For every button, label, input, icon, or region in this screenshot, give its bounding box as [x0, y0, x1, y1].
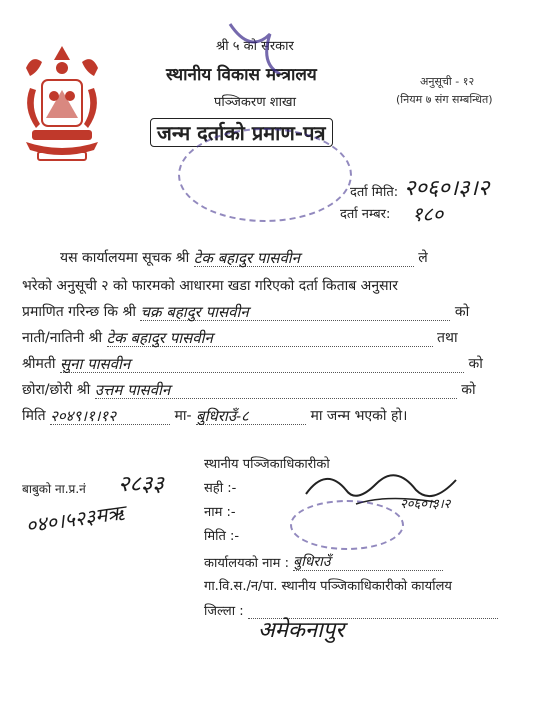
office-stamp [178, 128, 352, 222]
registration-number-value: १८० [412, 202, 444, 226]
government-header: श्री ५ को सरकार [216, 39, 294, 54]
office-type: गा.वि.स./न/पा. स्थानीय पञ्जिकाधिकारीको कार्यालय [204, 579, 452, 594]
registration-date-value: २०६०।३।२ [404, 176, 490, 201]
ministry-header: स्थानीय विकास मन्त्रालय [166, 65, 317, 85]
body-line-1 [60, 248, 428, 267]
informant-value: टेक बहादुर पासवीन [193, 249, 300, 267]
official-date-value: २०६०।३।२ [400, 497, 451, 512]
informant-field [194, 248, 414, 267]
sign-label: सही :- [204, 481, 237, 496]
father-field [95, 380, 457, 399]
office-value: बुधिराउँ [293, 554, 331, 570]
registration-date-label: दर्ता मिति: [350, 185, 399, 200]
birth-date-field [50, 406, 170, 425]
body-line-4 [22, 328, 458, 347]
line7-text-b: मा- [174, 408, 192, 424]
coat-of-arms-icon [8, 38, 116, 168]
office-field [293, 552, 443, 571]
body-line-5 [22, 354, 483, 373]
child-name-value: चक्र बहादुर पासवीन [140, 303, 249, 321]
father-value: उत्तम पासवीन [94, 381, 171, 399]
office-label: कार्यालयको नाम : [204, 556, 289, 571]
office-line [204, 552, 443, 571]
line1-text-b: ले [418, 250, 428, 266]
grandparent-value: टेक बहादुर पासवीन [106, 329, 213, 347]
district-value: अमेकनापुर [258, 618, 345, 643]
line7-text-c: मा जन्म भएको हो। [310, 408, 408, 424]
father-id-value: २८३३ [118, 472, 164, 497]
certificate-title: जन्म दर्ताको प्रमाण-पत्र [150, 118, 333, 147]
child-name-field [140, 302, 450, 321]
district-line [204, 600, 498, 619]
line3-text-b: को [454, 304, 470, 320]
line1-text-a: यस कार्यालयमा सूचक श्री [60, 250, 190, 266]
body-line-6 [22, 380, 476, 399]
body-line-7 [22, 406, 407, 425]
father-id-label: बाबुको ना.प्र.नं [22, 482, 86, 496]
body-line-3 [22, 302, 469, 321]
schedule-label: अनुसूची - १२ [420, 75, 475, 88]
birth-date-value: २०४९।१।१२ [50, 407, 117, 425]
name-label: नाम :- [204, 505, 236, 520]
birth-place-field [196, 406, 306, 425]
official-heading: स्थानीय पञ्जिकाधिकारीको [204, 457, 330, 472]
stamp-scribble-icon [220, 14, 290, 74]
line6-text-b: को [461, 382, 476, 398]
mother-value: सुना पासवीन [59, 355, 131, 373]
line6-text-a: छोरा/छोरी श्री [22, 382, 91, 398]
date-label: मिति :- [204, 529, 240, 544]
line4-text-a: नाती/नातिनी श्री [22, 330, 103, 346]
father-id-extra: ०४०।५२३मऋ [24, 500, 126, 538]
line5-text-b: को [468, 356, 483, 372]
line4-text-b: तथा [437, 330, 458, 346]
line3-text-a: प्रमाणित गरिन्छ कि श्री [22, 304, 137, 320]
section-header: पञ्जिकरण शाखा [214, 95, 296, 110]
birth-place-value: बुधिराउँ-८ [196, 407, 249, 425]
district-label: जिल्ला : [204, 604, 244, 619]
line5-text-a: श्रीमती [22, 356, 56, 372]
registration-number-label: दर्ता नम्बर: [340, 207, 391, 222]
body-line-2: भरेको अनुसूची २ को फारमको आधारमा खडा गरिएको दर्ता किताब अनुसार [22, 278, 398, 294]
mother-field [60, 354, 464, 373]
official-seal [290, 500, 404, 550]
grandparent-field [107, 328, 433, 347]
line7-text-a: मिति [22, 408, 46, 424]
schedule-note: (नियम ७ संग सम्बन्धित) [396, 93, 493, 106]
